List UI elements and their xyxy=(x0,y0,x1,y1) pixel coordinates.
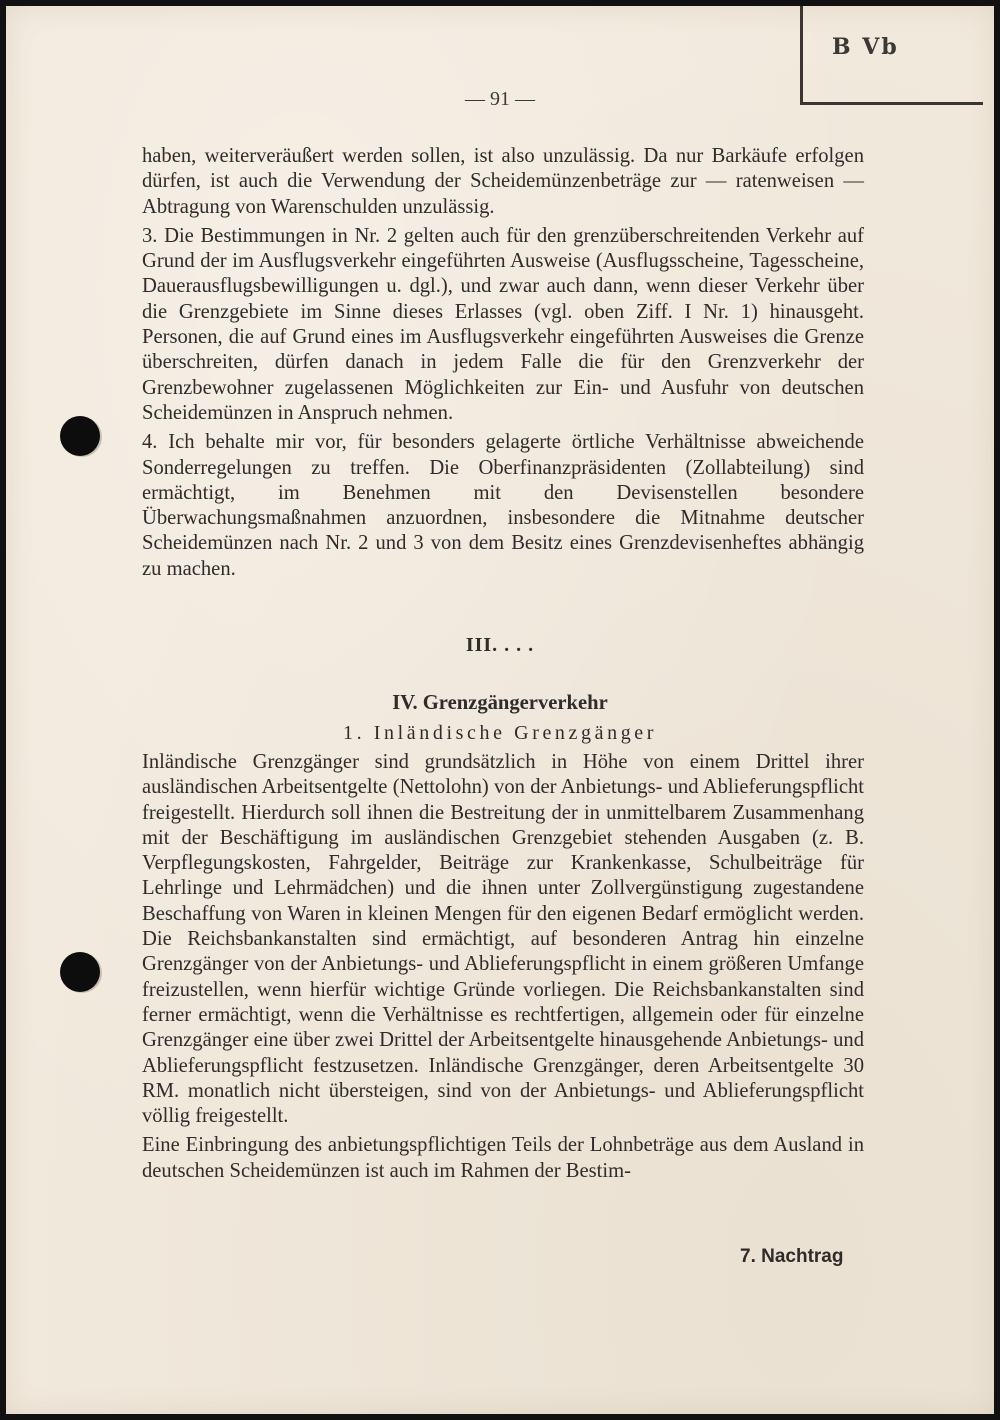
subsection-heading: 1. Inländische Grenzgänger xyxy=(342,722,658,744)
document-page xyxy=(6,6,994,1414)
page-number: — 91 — xyxy=(465,88,535,110)
text-block-bottom xyxy=(142,750,864,1184)
punch-hole xyxy=(60,416,100,456)
supplement-label: 7. Nachtrag xyxy=(740,1246,844,1267)
paragraph-continuation: haben, weiterveräußert werden sollen, ist also unzulässig. Da nur Barkäufe erfolgen dürfen, ist auch die Verwendung der Scheidemünzenbeträge zur — ratenweisen — Abtragung von Warenschulden unzulässig. xyxy=(142,145,864,218)
section-heading-iv: IV. Grenzgängerverkehr xyxy=(392,692,608,714)
paragraph-einbringung: Eine Einbringung des anbietungspflichtigen Teils der Lohnbeträge aus dem Ausland in deutschen Scheidemünzen ist auch im Rahmen der Bestim- xyxy=(142,1134,864,1182)
paragraph-grenzgaenger: Inländische Grenzgänger sind grundsätzlich in Höhe von einem Drittel ihrer ausländischen Arbeitsentgelte (Nettolohn) von der Anbietungs- und Ablieferungspflicht freigestellt. Hierdurch soll ihnen die Bestreitung der in unmittelbarem Zusammenhang mit der Beschäftigung im ausländischen Grenzgebiet stehenden Ausgaben (z. B. Verpflegungskosten, Fahrgelder, Beiträge zur Krankenkasse, Schulbeiträge für Lehrlinge und Lehrmädchen) und die ihnen unter Zollvergünstigung zugestandene Beschaffung von Waren in kleinen Mengen für den eigenen Bedarf ermöglicht werden. Die Reichsbankanstalten sind ermächtigt, auf besonderen Antrag hin einzelne Grenzgänger von der Anbietungs- und Ablieferungspflicht in einem größeren Umfange freizustellen, wenn hierfür wichtige Gründe vorliegen. Die Reichsbankanstalten sind ferner ermächtigt, wenn die Verhältnisse es rechtfertigen, allgemein oder für einzelne Grenzgänger eine über zwei Drittel der Arbeitsentgelte hinausgehende Anbietungs- und Ablieferungspflicht festzusetzen. Inländische Grenzgänger, deren Arbeitsentgelte 30 RM. monatlich nicht übersteigen, sind von der Anbietungs- und Ablieferungspflicht völlig freigestellt. xyxy=(142,751,864,1128)
punch-hole xyxy=(60,952,100,992)
paragraph-3: 3. Die Bestimmungen in Nr. 2 gelten auch für den grenzüberschreitenden Verkehr auf Grund der im Ausflugsverkehr eingeführten Ausweise (Ausflugsscheine, Tagesscheine, Dauerausflugsbewilligungen u. dgl.), und zwar auch dann, wenn dieser Verkehr über die Grenzgebiete im Sinne dieses Erlasses (vgl. oben Ziff. I Nr. 1) hinausgeht. Personen, die auf Grund eines im Ausflugsverkehr eingeführten Ausweises die Grenze überschreiten, dürfen danach in jedem Falle die für den Grenzverkehr der Grenzbewohner zugelassenen Möglichkeiten zur Ein- und Ausfuhr von deutschen Scheidemünzen in Anspruch nehmen. xyxy=(142,224,864,424)
section-heading-iii: III. . . . xyxy=(465,634,535,656)
text-block-top xyxy=(142,144,864,582)
register-label: B Vb xyxy=(832,34,899,60)
paragraph-4: 4. Ich behalte mir vor, für besonders gelagerte örtliche Verhältnisse abweichende Sonderregelungen zu treffen. Die Oberfinanzpräsidenten (Zollabteilung) sind ermächtigt, im Benehmen mit den Devisenstellen besondere Überwachungsmaßnahmen anzuordnen, insbesondere die Mitnahme deutscher Scheidemünzen nach Nr. 2 und 3 von dem Besitz eines Grenzdevisenheftes abhängig zu machen. xyxy=(142,431,864,580)
